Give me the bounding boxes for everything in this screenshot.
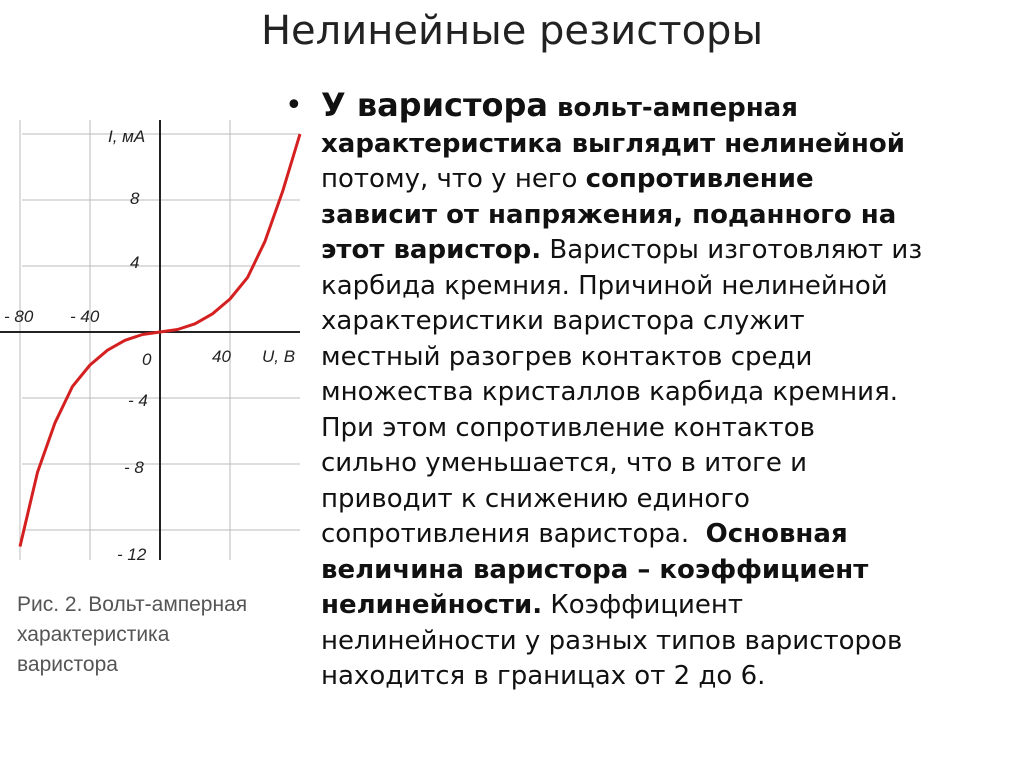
text-bold-4: зависит от напряжения, поданного на [321, 199, 897, 230]
y-tick-neg8: - 8 [124, 458, 144, 477]
caption-line-3: варистора [17, 653, 118, 676]
slide-title: Нелинейные резисторы [260, 8, 764, 54]
text-bold-5: этот варистор. [321, 235, 542, 265]
text-line-5 [321, 233, 1015, 269]
caption-line-1: Рис. 2. Вольт-амперная [17, 593, 248, 616]
text-plain-5: Варисторы изготовляют из [541, 235, 923, 265]
x-tick-neg40: - 40 [70, 307, 100, 326]
figure-caption [17, 590, 317, 680]
text-line-2 [321, 127, 1015, 163]
text-line-3 [321, 162, 1015, 198]
x-axis-label: U, В [262, 347, 296, 366]
text-line-17: находится в границах от 2 до 6. [321, 661, 766, 691]
varistor-iv-chart [0, 100, 315, 700]
y-axis-label: I, мА [108, 127, 146, 146]
text-plain-13: сопротивления варистора. [321, 519, 706, 549]
text-line-9: множества кристаллов карбида кремния. [321, 377, 898, 407]
text-bold-3: сопротивление [585, 164, 814, 194]
text-line-15 [321, 588, 1015, 624]
caption-line-2: характеристика [17, 623, 170, 646]
y-tick-8: 8 [130, 189, 140, 208]
y-tick-neg12: - 12 [117, 545, 147, 564]
text-line-4 [321, 198, 1015, 234]
text-line-14 [321, 553, 1015, 589]
text-plain-3: потому, что у него [321, 164, 586, 194]
text-line-10: При этом сопротивление контактов [321, 412, 815, 443]
varistor-heading: У варистора [321, 86, 548, 124]
text-line-8: местный разогрев контактов среди [321, 341, 813, 372]
text-line-12: приводит к снижению единого [321, 483, 750, 514]
text-line-1 [321, 88, 1015, 127]
text-line-13 [321, 517, 1015, 553]
y-tick-4: 4 [130, 253, 140, 272]
text-bold-1: вольт-амперная [547, 93, 798, 123]
text-bold-13: Основная [705, 519, 848, 549]
text-bold-2: характеристика выглядит нелинейной [321, 128, 905, 159]
text-line-7: характеристики варистора служит [321, 306, 805, 336]
bullet-icon: • [285, 88, 303, 123]
text-line-16: нелинейности у разных типов варисторов [321, 625, 903, 656]
text-bold-14: величина варистора – коэффициент [321, 554, 869, 585]
origin-label: 0 [142, 350, 152, 369]
text-line-6: карбида кремния. Причиной нелинейной [321, 270, 888, 301]
description-text [285, 88, 1015, 695]
y-tick-neg4: - 4 [128, 391, 148, 410]
text-bold-15: нелинейности. [321, 590, 543, 620]
text-plain-15: Коэффициент [542, 590, 744, 620]
x-tick-neg80: - 80 [4, 307, 34, 326]
x-tick-40: 40 [212, 347, 231, 366]
chart-svg [0, 100, 315, 570]
text-line-11: сильно уменьшается, что в итоге и [321, 448, 807, 478]
